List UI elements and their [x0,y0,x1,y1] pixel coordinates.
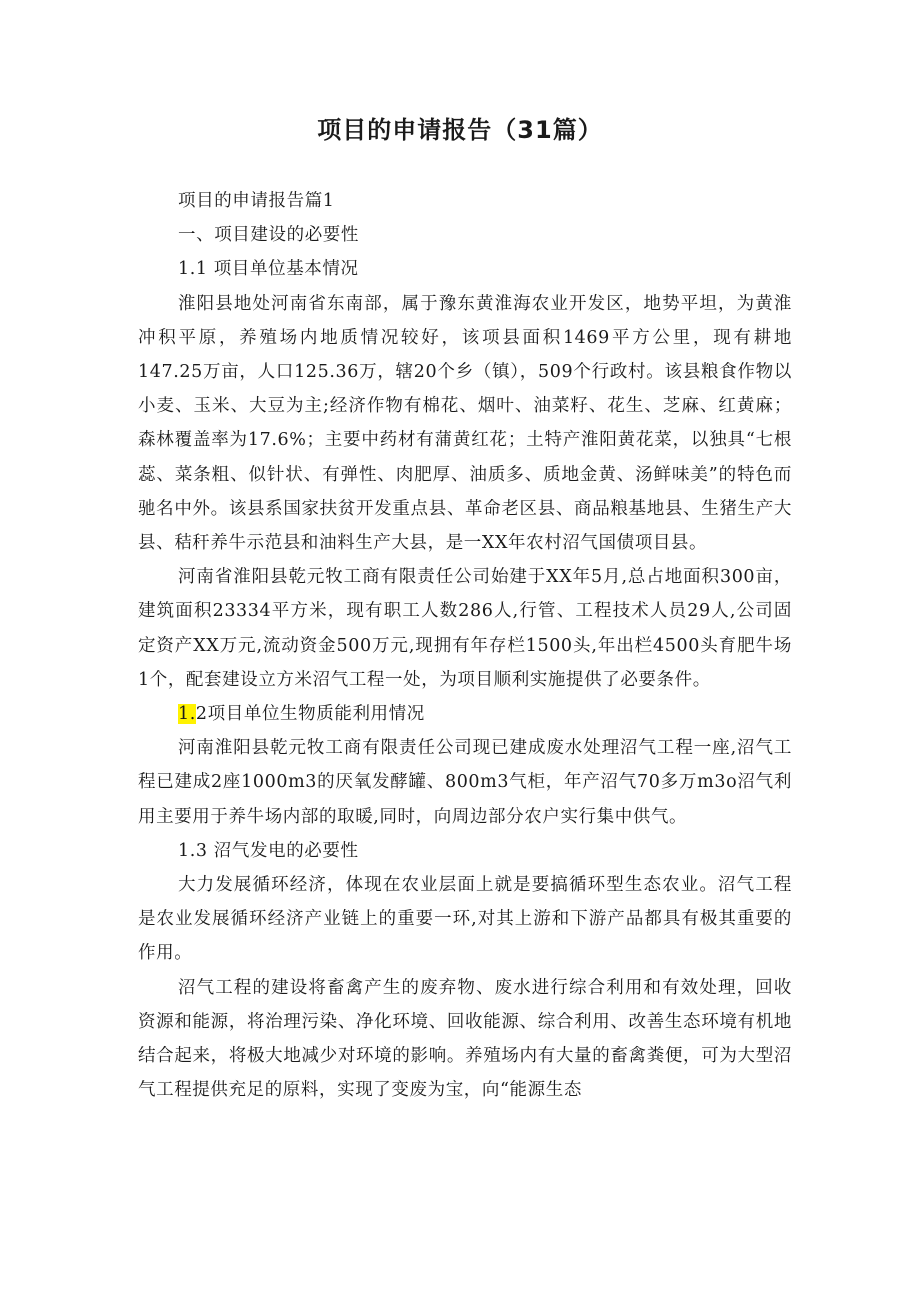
subsection-heading: 1.3 沼气发电的必要性 [178,840,359,861]
subsection-heading [138,697,792,731]
document-body [138,184,792,1107]
chapter-heading: 项目的申请报告篇1 [178,191,335,211]
document-title: 项目的申请报告（31篇） [317,116,603,144]
highlighted-text: 1. [178,704,196,725]
subsection-heading: 1.1 项目单位基本情况 [178,259,359,280]
paragraph: 沼气工程的建设将畜禽产生的废弃物、废水进行综合利用和有效处理，回收资源和能源，将治理污染、净化环境、回收能源、综合利用、改善生态环境有机地结合起来，将极大地减少对环境的影响。养殖场内有大量的畜禽粪便，可为大型沼气工程提供充足的原料，实现了变废为宝，向“能源生态 [138,977,792,1101]
paragraph: 河南省淮阳县乾元牧工商有限责任公司始建于XX年5月,总占地面积300亩，建筑面积23334平方米，现有职工人数286人,行管、工程技术人员29人,公司固定资产XX万元,流动资金500万元,现拥有年存栏1500头,年出栏4500头育肥牛场1个，配套建设立方米沼气工程一处，为项目顺利实施提供了必要条件。 [138,567,792,690]
section-heading: 一、项目建设的必要性 [178,225,359,246]
subsection-heading-text: 2项目单位生物质能利用情况 [195,704,425,725]
paragraph: 大力发展循环经济，体现在农业层面上就是要搞循环型生态农业。沼气工程是农业发展循环经济产业链上的重要一环,对其上游和下游产品都具有极其重要的作用。 [138,875,792,964]
paragraph: 淮阳县地处河南省东南部，属于豫东黄淮海农业开发区，地势平坦，为黄淮冲积平原，养殖场内地质情况较好，该项县面积1469平方公里，现有耕地147.25万亩，人口125.36万，辖20个乡（镇），509个行政村。该县粮食作物以小麦、玉米、大豆为主;经济作物有棉花、烟叶、油菜籽、花生、芝麻、红黄麻；森林覆盖率为17.6%；主要中药材有蒲黄红花；土特产淮阳黄花菜，以独具“七根蕊、菜条粗、似针状、有弹性、肉肥厚、油质多、质地金黄、汤鲜味美”的特色而驰名中外。该县系国家扶贫开发重点县、革命老区县、商品粮基地县、生猪生产大县、秸秆养牛示范县和油料生产大县，是一XX年农村沼气国债项目县。 [138,293,792,554]
paragraph: 河南淮阳县乾元牧工商有限责任公司现已建成废水处理沼气工程一座,沼气工程已建成2座1000m3的厌氧发酵罐、800m3气柜，年产沼气70多万m3o沼气利用主要用于养牛场内部的取暖,同时，向周边部分农户实行集中供气。 [138,738,792,827]
